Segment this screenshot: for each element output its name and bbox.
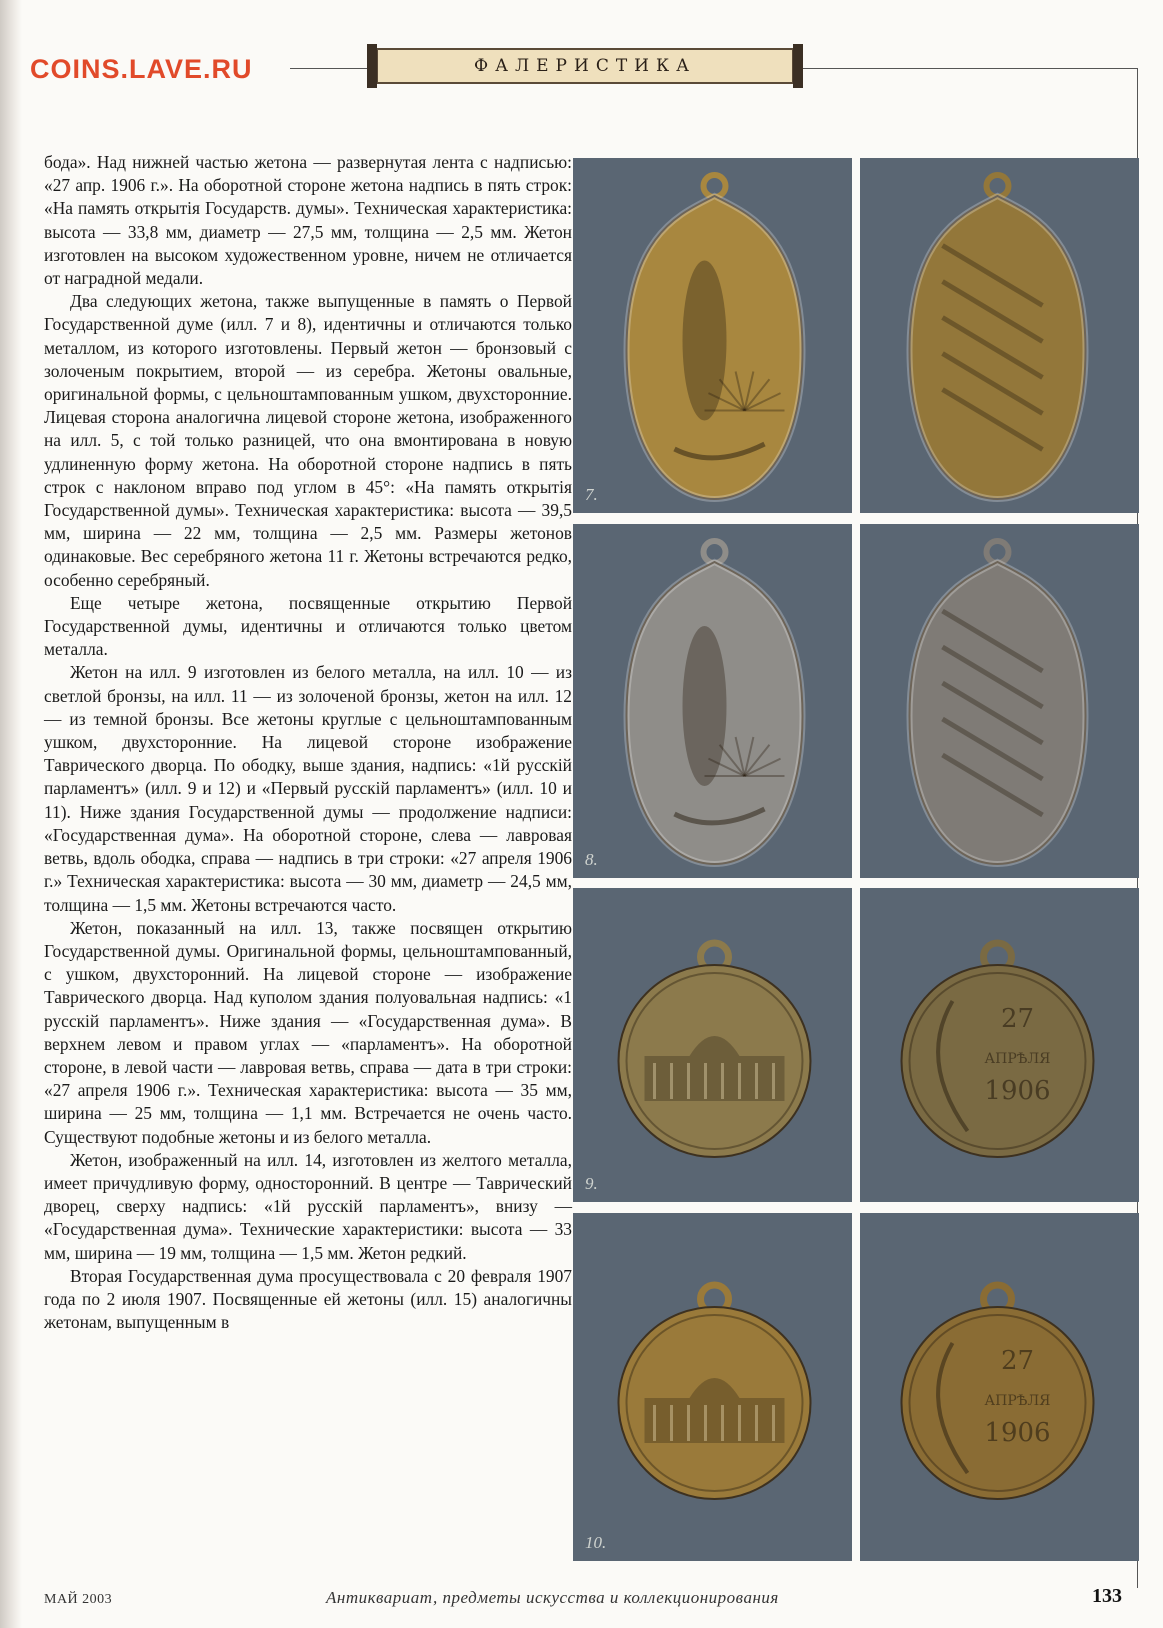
medal-photos bbox=[573, 1213, 1139, 1561]
medal-photos bbox=[573, 888, 1139, 1202]
footer-publication: Антиквариат, предметы искусства и коллекционирования bbox=[326, 1588, 779, 1607]
page-binding-shadow bbox=[0, 0, 22, 1628]
medal-date-text: 27 bbox=[1000, 1346, 1035, 1376]
medal-photos bbox=[573, 158, 1139, 513]
plate-ill-10 bbox=[573, 1213, 1139, 1561]
header-rule-right bbox=[797, 68, 1137, 69]
paragraph: бода». Над нижней частью жетона — развернутая лента с надписью: «27 апр. 1906 г.». На оборотной стороне жетона надпись в пять строк: «На память открытія Государств. думы». Техническая характеристика: высота — 33,8 мм, диаметр — 27,5 мм, толщина — 2,5 мм. Жетон изготовлен на высоком художественном уровне, ничем не отличается от наградной медали. bbox=[44, 152, 572, 289]
article-body bbox=[44, 151, 572, 1334]
medal-date-text: 1906 bbox=[984, 1076, 1051, 1106]
paragraph: Два следующих жетона, также выпущенные в память о Первой Государственной думе (илл. 7 и 8), идентичны и отличаются только металлом, из которого изготовлены. Первый жетон — бронзовый с золоченым покрытием, второй — из серебра. Жетоны овальные, оригинальной формы, с цельноштампованным ушком, двухсторонние. Лицевая сторона аналогична лицевой стороне жетона, изображенного на илл. 5, с той только разницей, что она вмонтирована в новую удлиненную форму жетона. На оборотной стороне надпись в пять строк с наклоном вправо под углом в 45°: «На память открытія Государственной думы». Техническая характеристика: высота — 39,5 мм, ширина — 22 мм, толщина — 2,5 мм. Размеры жетонов одинаковые. Вес серебряного жетона 11 г. Жетоны встречаются редко, особенно серебряный. bbox=[44, 291, 572, 590]
medal-back bbox=[902, 943, 1094, 1157]
paragraph: Жетон на илл. 9 изготовлен из белого металла, на илл. 10 — из светлой бронзы, на илл. 11 — из золоченой бронзы, жетон на илл. 12 — из темной бронзы. Все жетоны круглые с цельноштампованным ушком, двухсторонние. На лицевой стороне изображение Таврического дворца. По ободку, выше здания, надпись: «1й русскій парламентъ» (илл. 9 и 12) и «Первый русскій парламентъ» (илл. 10 и 11). Ниже здания Государственной думы — продолжение надписи: «Государственная дума». На оборотной стороне, слева — лавровая ветвь, вдоль ободка, справа — надпись в три строки: «27 апреля 1906 г.» Техническая характеристика: высота — 30 мм, диаметр — 24,5 мм, толщина — 1,5 мм. Жетоны встречаются часто. bbox=[44, 662, 572, 915]
medal-back bbox=[910, 541, 1086, 864]
medal-front bbox=[627, 541, 803, 864]
medal-date-text: АПРѢЛЯ bbox=[984, 1051, 1051, 1067]
medal-front bbox=[619, 1285, 811, 1499]
section-title: ФАЛЕРИСТИКА bbox=[376, 48, 794, 84]
plate-number: 9. bbox=[585, 1174, 598, 1193]
plate-ill-8 bbox=[573, 524, 1139, 878]
plate-ill-7 bbox=[573, 158, 1139, 513]
plate-number: 10. bbox=[585, 1533, 607, 1552]
paragraph: Жетон, показанный на илл. 13, также посвящен открытию Государственной думы. Оригинальной формы, цельноштампованный, с ушком, двухсторонний. На лицевой стороне — изображение Таврического дворца. Над куполом здания полуовальная надпись: «1 русскій парламентъ». Ниже здания — «Государственная дума». В верхнем левом и правом углах — «парламентъ». На оборотной стороне, в левой части — лавровая ветвь, справа — дата в три строки: «27 апреля 1906 г.». Техническая характеристика: высота — 35 мм, ширина — 25 мм, толщина — 1,1 мм. Встречается не очень часто. Существуют подобные жетоны и из белого металла. bbox=[44, 917, 572, 1147]
paragraph: Вторая Государственная дума просуществовала с 20 февраля 1907 года по 2 июля 1907. Посвященные ей жетоны (илл. 15) аналогичны жетонам, выпущенным в bbox=[44, 1265, 572, 1333]
plate-number: 7. bbox=[585, 485, 598, 504]
footer-issue: МАЙ 2003 bbox=[44, 1592, 113, 1607]
medal-date-text: 27 bbox=[1000, 1004, 1035, 1034]
medal-front bbox=[627, 175, 803, 499]
watermark: COINS.LAVE.RU bbox=[30, 54, 253, 84]
page-number: 133 bbox=[1092, 1585, 1122, 1607]
paragraph: Еще четыре жетона, посвященные открытию Первой Государственной думы, идентичны и отличаются только цветом металла. bbox=[44, 592, 572, 660]
medal-date-text: 1906 bbox=[984, 1418, 1051, 1448]
medal-back bbox=[910, 175, 1086, 499]
header-rule-left bbox=[290, 68, 374, 69]
medal-front bbox=[619, 943, 811, 1157]
medal-date-text: АПРѢЛЯ bbox=[984, 1393, 1051, 1409]
paragraph: Жетон, изображенный на илл. 14, изготовлен из желтого металла, имеет причудливую форму, односторонний. В центре — Таврический дворец, сверху надпись: «1й русскій парламентъ», внизу — «Государственная дума». Технические характеристики: высота — 33 мм, ширина — 19 мм, толщина — 1,5 мм. Жетон редкий. bbox=[44, 1149, 572, 1263]
plate-ill-9 bbox=[573, 888, 1139, 1202]
medal-back bbox=[902, 1285, 1094, 1499]
plate-number: 8. bbox=[585, 850, 598, 869]
medal-photos bbox=[573, 524, 1139, 878]
